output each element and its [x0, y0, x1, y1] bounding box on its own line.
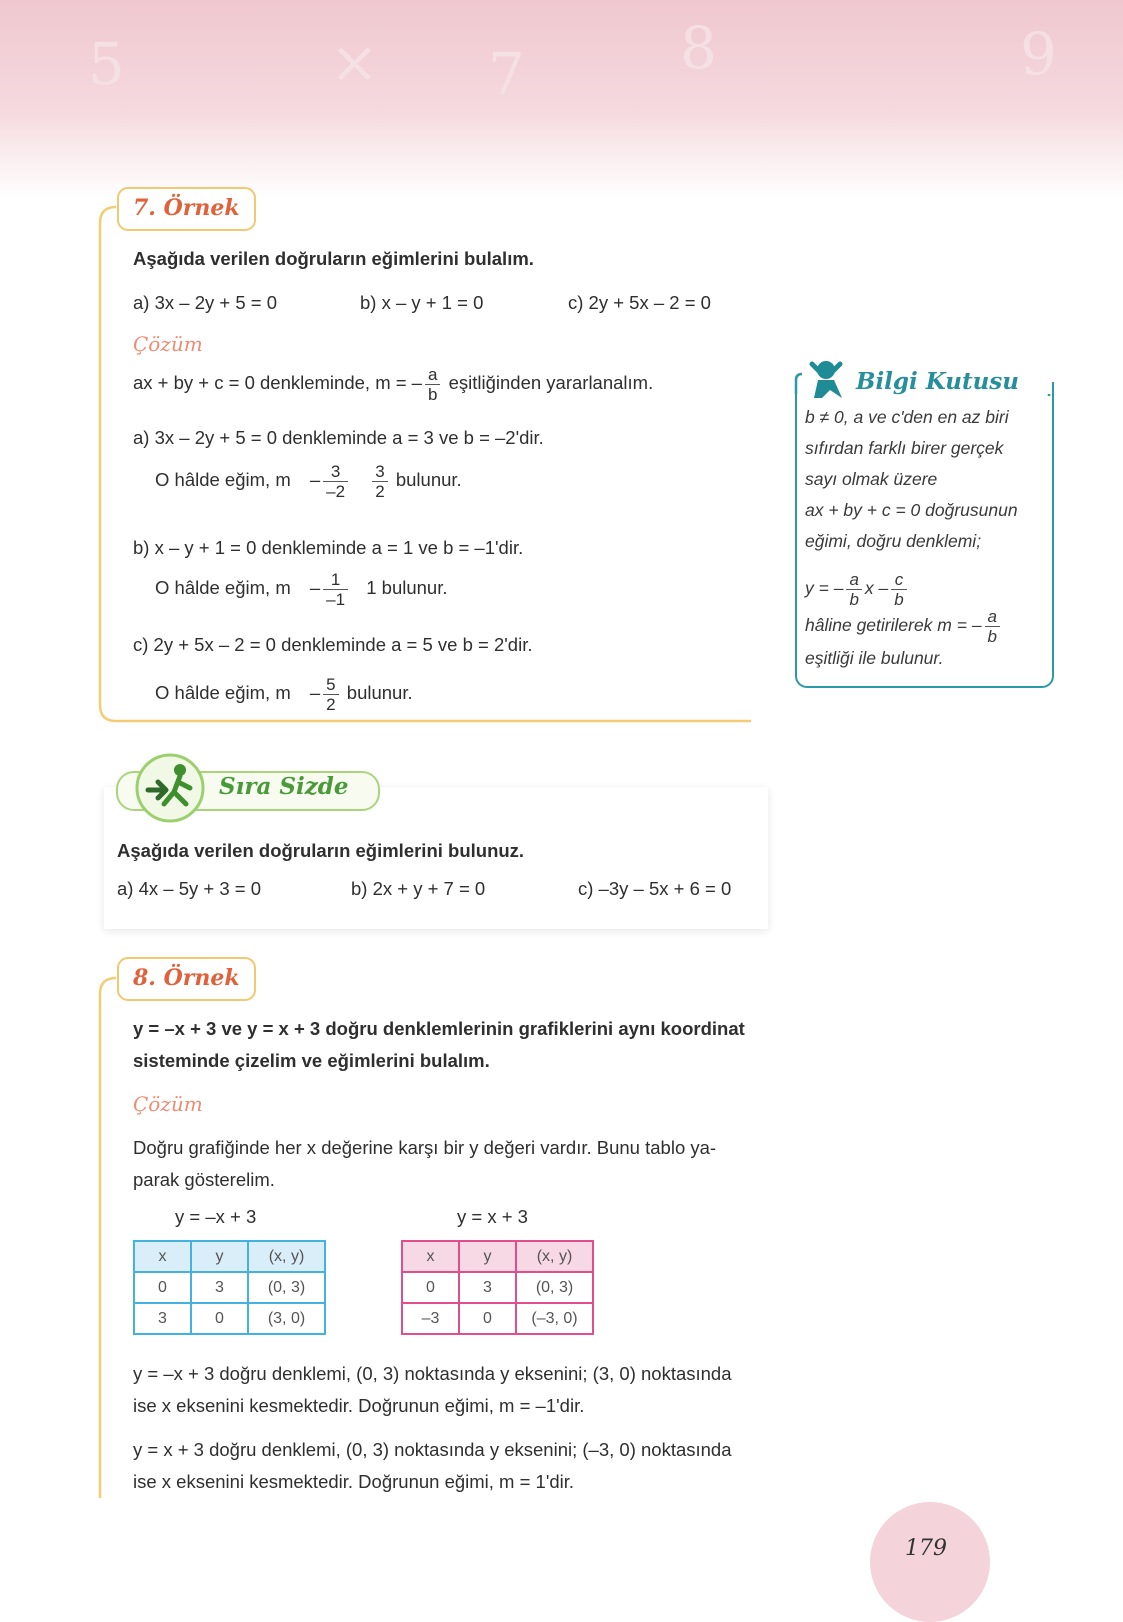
- frac-den: –1: [326, 589, 346, 609]
- info-line: eğimi, doğru denklemi;: [805, 531, 982, 551]
- table-cell: 0: [459, 1303, 516, 1334]
- table-cell: (0, 3): [516, 1272, 593, 1303]
- info-line: sıfırdan farklı birer gerçek: [805, 438, 1004, 458]
- frac-num: 5: [323, 675, 338, 695]
- formula-pre: y = –: [805, 578, 844, 598]
- info-line: b ≠ 0, a ve c'den en az biri: [805, 407, 1009, 427]
- example7-c-line: c) 2y + 5x – 2 = 0 denkleminde a = 5 ve b = 2'dir.: [133, 634, 533, 655]
- example7-item-c: c) 2y + 5x – 2 = 0: [568, 292, 711, 313]
- sira-sizde-label: Sıra Sizde: [219, 773, 349, 800]
- result-pre: O hâlde eğim, m: [155, 682, 291, 703]
- header-decor-number: 8: [680, 14, 717, 82]
- intro-frac-den: b: [427, 384, 438, 404]
- header-decor-number: 9: [1020, 20, 1057, 88]
- frac-num: a: [985, 607, 1000, 627]
- example8-p2-line2: ise x eksenini kesmektedir. Doğrunun eğimi, m = 1'dir.: [133, 1471, 575, 1492]
- thinker-icon: [804, 358, 850, 402]
- fraction: [985, 607, 1000, 646]
- sira-sizde-item-b: b) 2x + y + 7 = 0: [351, 878, 486, 899]
- example8-prompt-line1: y = –x + 3 ve y = x + 3 doğru denklemlerinin grafiklerini aynı koordinat: [133, 1018, 745, 1039]
- table-row: [402, 1272, 593, 1303]
- table-cell: (x, y): [248, 1241, 325, 1272]
- frac-num: c: [891, 570, 906, 590]
- table-y-minus-x-plus-3: [133, 1240, 326, 1335]
- intro-frac-num: a: [425, 365, 440, 385]
- table-cell: 3: [134, 1303, 191, 1334]
- intro-text-post: eşitliğinden yararlanalım.: [448, 372, 654, 393]
- example7-solution-label: Çözüm: [133, 332, 203, 356]
- slope-pre: hâline getirilerek m = –: [805, 615, 982, 635]
- table-cell: –3: [402, 1303, 459, 1334]
- example7-label: 7. Örnek: [117, 187, 256, 231]
- frac-den: 2: [326, 694, 336, 714]
- frac-num: a: [846, 570, 861, 590]
- example7-a-result: [155, 458, 462, 502]
- page-number: 179: [905, 1536, 947, 1561]
- table-row: [402, 1241, 593, 1272]
- frac-den: b: [894, 589, 904, 609]
- table-cell: 3: [191, 1272, 248, 1303]
- minus-sign: –: [309, 577, 321, 598]
- table-cell: (3, 0): [248, 1303, 325, 1334]
- frac-den: b: [849, 589, 859, 609]
- example7-b-result: [155, 566, 448, 610]
- formula-mid: x –: [864, 578, 889, 598]
- runner-icon: [134, 752, 206, 824]
- example8-prompt-line2: sisteminde çizelim ve eğimlerini bulalım.: [133, 1050, 490, 1071]
- table-cell: y: [191, 1241, 248, 1272]
- example8-p1-line1: y = –x + 3 doğru denklemi, (0, 3) noktasında y eksenini; (3, 0) noktasında: [133, 1363, 732, 1384]
- example8-p1-line2: ise x eksenini kesmektedir. Doğrunun eğimi, m = –1'dir.: [133, 1395, 585, 1416]
- frac-num: 3: [372, 462, 387, 482]
- fraction: [323, 675, 338, 714]
- page-header-banner: [0, 0, 1123, 200]
- example7-item-b: b) x – y + 1 = 0: [360, 292, 484, 313]
- table-cell: y: [459, 1241, 516, 1272]
- table-row: [134, 1241, 325, 1272]
- minus-sign: –: [309, 469, 321, 490]
- table-cell: (x, y): [516, 1241, 593, 1272]
- table-cell: 0: [402, 1272, 459, 1303]
- table-cell: (0, 3): [248, 1272, 325, 1303]
- table-row: [134, 1272, 325, 1303]
- result-pre: O hâlde eğim, m: [155, 577, 291, 598]
- table-y-x-plus-3: [401, 1240, 594, 1335]
- info-line: eşitliği ile bulunur.: [805, 648, 944, 668]
- example7-a-line: a) 3x – 2y + 5 = 0 denkleminde a = 3 ve b = –2'dir.: [133, 427, 544, 448]
- frac-num: 1: [323, 570, 348, 590]
- result-post: bulunur.: [395, 469, 462, 490]
- table-cell: x: [134, 1241, 191, 1272]
- table2-title: y = x + 3: [457, 1206, 528, 1227]
- result-pre: O hâlde eğim, m: [155, 469, 291, 490]
- fraction: [372, 462, 387, 501]
- sira-sizde-item-a: a) 4x – 5y + 3 = 0: [117, 878, 261, 899]
- frac-den: b: [987, 626, 998, 646]
- header-decor-number: 5: [88, 30, 125, 98]
- page-number-badge: [870, 1502, 990, 1622]
- info-line: ax + by + c = 0 doğrusunun: [805, 500, 1018, 520]
- sira-sizde-prompt: Aşağıda verilen doğruların eğimlerini bulunuz.: [117, 840, 525, 861]
- sira-sizde-item-c: c) –3y – 5x + 6 = 0: [578, 878, 732, 899]
- example8-intro-line2: parak gösterelim.: [133, 1169, 275, 1190]
- minus-sign: –: [309, 682, 321, 703]
- example7-intro: [133, 361, 653, 405]
- header-decor-number: ×: [330, 28, 379, 96]
- info-box-title: Bilgi Kutusu: [856, 368, 1019, 395]
- table-row: [402, 1303, 593, 1334]
- example7-prompt: Aşağıda verilen doğruların eğimlerini bulalım.: [133, 248, 534, 269]
- info-slope-line: [805, 603, 1003, 647]
- intro-text-pre: ax + by + c = 0 denkleminde, m = –: [133, 372, 422, 393]
- table-cell: (–3, 0): [516, 1303, 593, 1334]
- header-decor-number: 7: [488, 40, 525, 108]
- example8-intro-line1: Doğru grafiğinde her x değerine karşı bir y değeri vardır. Bunu tablo ya-: [133, 1137, 717, 1158]
- fraction: [323, 462, 348, 501]
- result-post: bulunur.: [346, 682, 413, 703]
- example8-frame: [96, 966, 136, 1501]
- example8-solution-label: Çözüm: [133, 1092, 203, 1116]
- table-cell: x: [402, 1241, 459, 1272]
- example8-p2-line1: y = x + 3 doğru denklemi, (0, 3) noktasında y eksenini; (–3, 0) noktasında: [133, 1439, 732, 1460]
- frac-num: 3: [323, 462, 348, 482]
- fraction: [323, 570, 348, 609]
- example7-c-result: [155, 671, 413, 715]
- table-row: [134, 1303, 325, 1334]
- table-cell: 0: [134, 1272, 191, 1303]
- example7-b-line: b) x – y + 1 = 0 denkleminde a = 1 ve b = –1'dir.: [133, 537, 524, 558]
- intro-fraction: [425, 365, 440, 404]
- info-line: sayı olmak üzere: [805, 469, 938, 489]
- example8-label: 8. Örnek: [117, 957, 256, 1001]
- result-post: 1 bulunur.: [366, 577, 448, 598]
- table1-title: y = –x + 3: [175, 1206, 257, 1227]
- frac-den: –2: [326, 481, 346, 501]
- table-cell: 3: [459, 1272, 516, 1303]
- table-cell: 0: [191, 1303, 248, 1334]
- example7-item-a: a) 3x – 2y + 5 = 0: [133, 292, 277, 313]
- frac-den: 2: [375, 481, 385, 501]
